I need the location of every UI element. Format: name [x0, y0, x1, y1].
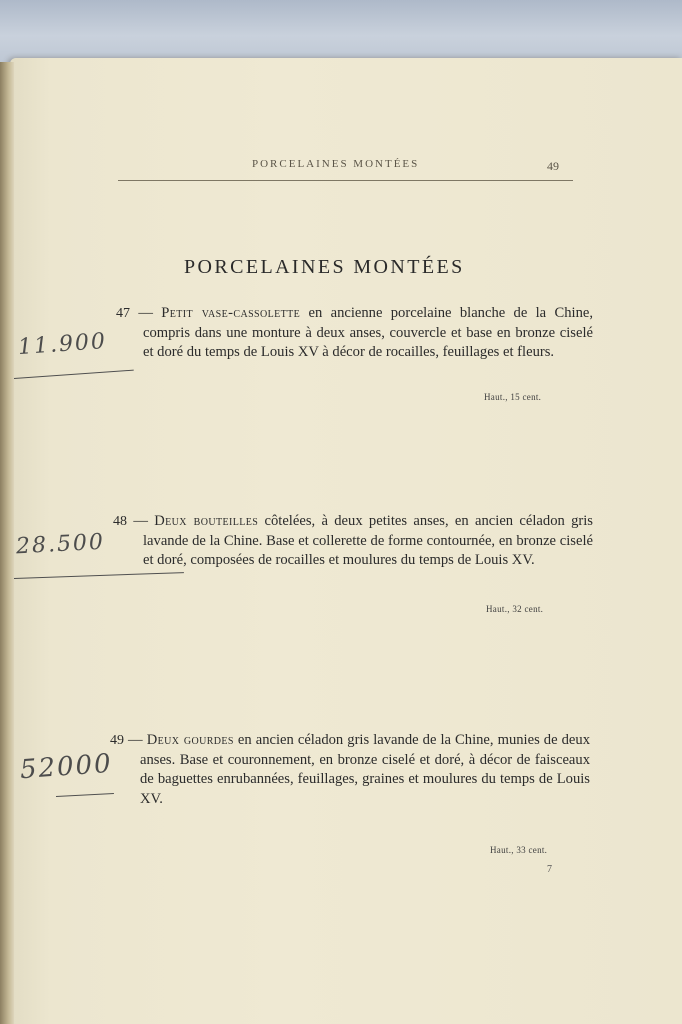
- lot-height: Haut., 33 cent.: [490, 845, 548, 855]
- lot-number: 49: [110, 733, 124, 748]
- section-title: PORCELAINES MONTÉES: [184, 256, 465, 278]
- lot-description: en ancienne porcelaine blanche de la Chine, compris dans une monture à deux anses, couvercle et base en bronze ciselé et doré du temps de Louis XV à décor de rocailles, feuillages et fleurs.: [143, 305, 593, 361]
- handwritten-price: 52000: [19, 748, 114, 786]
- lot-dash: —: [127, 513, 155, 529]
- catalog-entry-48: [113, 512, 593, 571]
- page-number: 49: [547, 159, 559, 173]
- book-spine: [0, 62, 14, 1024]
- lot-name: Deux bouteilles: [154, 513, 259, 529]
- footer-mark: 7: [547, 864, 552, 875]
- lot-name: Deux gourdes: [146, 732, 234, 748]
- handwritten-price: 11.900: [17, 328, 108, 361]
- lot-dash: —: [124, 732, 147, 748]
- lot-description: en ancien céladon gris lavande de la Chine, munies de deux anses. Base et couronnement, en bronze ciselé et doré, à décor de faisceaux de baguettes enrubannées, feuillages, graines et moulures du temps de Louis XV.: [140, 732, 590, 807]
- header-rule: [118, 180, 573, 181]
- lot-name: Petit vase-cassolette: [161, 305, 301, 321]
- lot-description: côtelées, à deux petites anses, en ancien céladon gris lavande de la Chine. Base et collerette de forme contournée, en bronze ciselé et doré, composées de rocailles et moulures du temps de Louis XV.: [143, 513, 593, 569]
- lot-number: 47: [116, 306, 130, 321]
- lot-number: 48: [113, 514, 127, 529]
- catalog-entry-49: [110, 731, 590, 809]
- lot-dash: —: [130, 305, 162, 321]
- lot-height: Haut., 15 cent.: [484, 392, 542, 402]
- handwritten-price: 28.500: [15, 529, 106, 560]
- running-header-title: PORCELAINES MONTÉES: [252, 158, 420, 170]
- lot-height: Haut., 32 cent.: [486, 604, 544, 614]
- catalog-entry-47: [116, 304, 593, 363]
